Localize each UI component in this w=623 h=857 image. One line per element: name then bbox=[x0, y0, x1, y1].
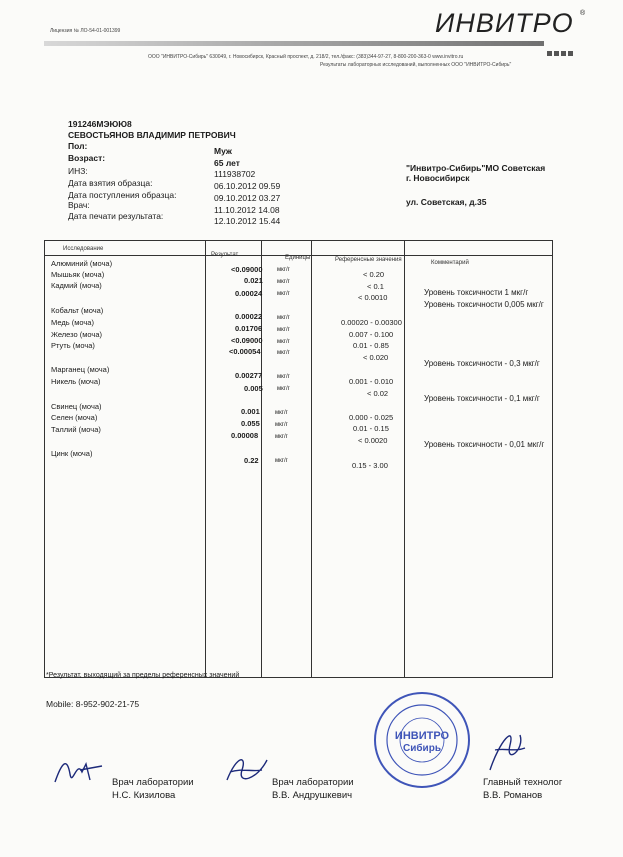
reference-copper: 0.007 - 0.100 bbox=[349, 330, 394, 339]
order-id: 191246МЭЮЮ8 bbox=[68, 119, 132, 129]
comment-arsenic: Уровень токсичности 1 мкг/г bbox=[424, 288, 529, 297]
patient-name: СЕВОСТЬЯНОВ ВЛАДИМИР ПЕТРОВИЧ bbox=[68, 130, 236, 140]
units-copper: мкг/г bbox=[277, 327, 290, 333]
signature-block-1 bbox=[112, 776, 194, 802]
invitro-logo: ИНВИТРО bbox=[435, 8, 574, 38]
units-mercury: мкг/г bbox=[277, 350, 290, 356]
test-iron: Железо (моча) bbox=[51, 330, 102, 339]
company-address: ООО "ИНВИТРО-Сибирь" 630049, г. Новосибирск, Красный проспект, д. 218/2, тел./факс: (383)344-97-27, 8-800-200-363-0 www.invitro.ru bbox=[148, 54, 464, 60]
field-label-sex: Пол: bbox=[68, 141, 88, 151]
field-value-inz: 111938702 bbox=[214, 169, 256, 179]
header-test: Исследование bbox=[63, 246, 104, 252]
comment-lead: Уровень токсичности - 0,1 мкг/г bbox=[424, 394, 540, 403]
company-results-note: Результаты лабораторных исследований, выполненных ООО "ИНВИТРО-Сибирь" bbox=[320, 62, 512, 68]
result-arsenic: 0.021 bbox=[244, 276, 263, 285]
reference-nickel: < 0.02 bbox=[367, 389, 389, 398]
test-cobalt: Кобальт (моча) bbox=[51, 306, 104, 315]
results-table bbox=[44, 240, 553, 678]
reference-manganese: 0.001 - 0.010 bbox=[349, 377, 394, 386]
units-zinc: мкг/г bbox=[275, 458, 288, 464]
result-iron: <0.09000 bbox=[231, 336, 263, 345]
reference-iron: 0.01 - 0.85 bbox=[353, 341, 389, 350]
mobile-number: Mobile: 8-952-902-21-75 bbox=[46, 699, 140, 709]
field-label-inz: ИНЗ: bbox=[68, 166, 88, 176]
result-manganese: 0.00277 bbox=[235, 371, 263, 380]
units-aluminum: мкг/г bbox=[277, 267, 290, 273]
comment-thallium: Уровень токсичности - 0,01 мкг/г bbox=[424, 440, 545, 449]
signature-name: Н.С. Кизилова bbox=[112, 790, 176, 801]
reference-cadmium: < 0.0010 bbox=[358, 293, 388, 302]
clinic-address: ул. Советская, д.35 bbox=[406, 197, 487, 207]
clinic-city: г. Новосибирск bbox=[406, 173, 470, 183]
registered-mark: ® bbox=[580, 10, 586, 17]
footnote: *Результат, выходящий за пределы референсных значений bbox=[46, 672, 240, 679]
field-label-sample-date: Дата взятия образца: bbox=[68, 178, 153, 188]
field-label-print-date: Дата печати результата: bbox=[68, 211, 164, 221]
column-divider bbox=[205, 241, 206, 677]
test-cadmium: Кадмий (моча) bbox=[51, 281, 102, 290]
result-copper: 0.01706 bbox=[235, 324, 263, 333]
units-nickel: мкг/г bbox=[277, 386, 290, 392]
signature-role: Главный технолог bbox=[483, 777, 563, 788]
logo-squares-icon bbox=[545, 43, 573, 61]
result-mercury: <0.00054 bbox=[229, 347, 261, 356]
field-label-arrival-date: Дата поступления образца: bbox=[68, 190, 177, 200]
units-thallium: мкг/г bbox=[275, 434, 288, 440]
result-zinc: 0.22 bbox=[244, 456, 259, 465]
header-units: Единицы bbox=[285, 255, 311, 261]
column-divider bbox=[261, 241, 262, 677]
reference-aluminum: < 0.20 bbox=[363, 270, 385, 279]
field-value-doctor: 11.10.2012 14.08 bbox=[214, 205, 280, 215]
units-arsenic: мкг/г bbox=[277, 279, 290, 285]
result-thallium: 0.00008 bbox=[231, 431, 259, 440]
test-aluminum: Алюминий (моча) bbox=[51, 259, 113, 268]
company-stamp bbox=[372, 690, 472, 790]
result-lead: 0.001 bbox=[241, 407, 260, 416]
signature-andrushkevich-icon bbox=[222, 750, 272, 790]
header-reference: Референсные значения bbox=[335, 257, 402, 263]
field-label-doctor: Врач: bbox=[68, 200, 90, 210]
signature-role: Врач лаборатории bbox=[272, 777, 354, 788]
units-manganese: мкг/г bbox=[277, 374, 290, 380]
result-aluminum: <0.09000 bbox=[231, 265, 263, 274]
license-number: Лицензия № ЛО-54-01-001399 bbox=[50, 28, 121, 34]
test-nickel: Никель (моча) bbox=[51, 377, 101, 386]
field-value-print-date: 12.10.2012 15.44 bbox=[214, 216, 281, 226]
field-label-age: Возраст: bbox=[68, 153, 106, 163]
column-divider bbox=[311, 241, 312, 677]
test-manganese: Марганец (моча) bbox=[51, 365, 110, 374]
field-value-arrival-date: 09.10.2012 03.27 bbox=[214, 193, 281, 203]
reference-lead: 0.000 - 0.025 bbox=[349, 413, 394, 422]
reference-zinc: 0.15 - 3.00 bbox=[352, 461, 388, 470]
reference-cobalt: 0.00020 - 0.00300 bbox=[341, 318, 402, 327]
clinic-name: "Инвитро-Сибирь"МО Советская bbox=[406, 163, 546, 173]
signature-name: В.В. Андрушкевич bbox=[272, 790, 353, 801]
test-selenium: Селен (моча) bbox=[51, 413, 98, 422]
units-cadmium: мкг/г bbox=[277, 291, 290, 297]
units-cobalt: мкг/г bbox=[277, 315, 290, 321]
comment-cadmium: Уровень токсичности 0,005 мкг/г bbox=[424, 300, 544, 309]
stamp-center-text-2: Сибирь bbox=[403, 743, 441, 754]
reference-arsenic: < 0.1 bbox=[367, 282, 384, 291]
signature-name: В.В. Романов bbox=[483, 790, 543, 801]
field-value-age: 65 лет bbox=[214, 158, 240, 168]
units-lead: мкг/г bbox=[275, 410, 288, 416]
header-result: Результат bbox=[211, 252, 239, 258]
test-zinc: Цинк (моча) bbox=[51, 449, 93, 458]
result-cadmium: 0.00024 bbox=[235, 289, 263, 298]
units-iron: мкг/г bbox=[277, 339, 290, 345]
signature-block-3 bbox=[483, 776, 562, 802]
reference-mercury: < 0.020 bbox=[363, 353, 389, 362]
reference-thallium: < 0.0020 bbox=[358, 436, 388, 445]
test-thallium: Таллий (моча) bbox=[51, 425, 101, 434]
stamp-center-text: ИНВИТРО bbox=[394, 730, 450, 742]
field-value-sample-date: 06.10.2012 09.59 bbox=[214, 181, 281, 191]
test-arsenic: Мышьяк (моча) bbox=[51, 270, 105, 279]
result-nickel: 0.005 bbox=[244, 384, 263, 393]
result-selenium: 0.055 bbox=[241, 419, 260, 428]
header-comment: Комментарий bbox=[431, 260, 469, 266]
signature-kizilova-icon bbox=[52, 752, 107, 792]
header-bar bbox=[44, 41, 544, 46]
signature-role: Врач лаборатории bbox=[112, 777, 194, 788]
reference-selenium: 0.01 - 0.15 bbox=[353, 424, 389, 433]
result-cobalt: 0.00022 bbox=[235, 312, 263, 321]
signature-romanov-icon bbox=[480, 720, 530, 780]
test-mercury: Ртуть (моча) bbox=[51, 341, 95, 350]
signature-block-2 bbox=[272, 776, 354, 802]
units-selenium: мкг/г bbox=[275, 422, 288, 428]
test-lead: Свинец (моча) bbox=[51, 402, 102, 411]
field-value-sex: Муж bbox=[214, 146, 232, 156]
column-divider bbox=[404, 241, 405, 677]
test-copper: Медь (моча) bbox=[51, 318, 94, 327]
comment-manganese: Уровень токсичности - 0,3 мкг/г bbox=[424, 359, 540, 368]
